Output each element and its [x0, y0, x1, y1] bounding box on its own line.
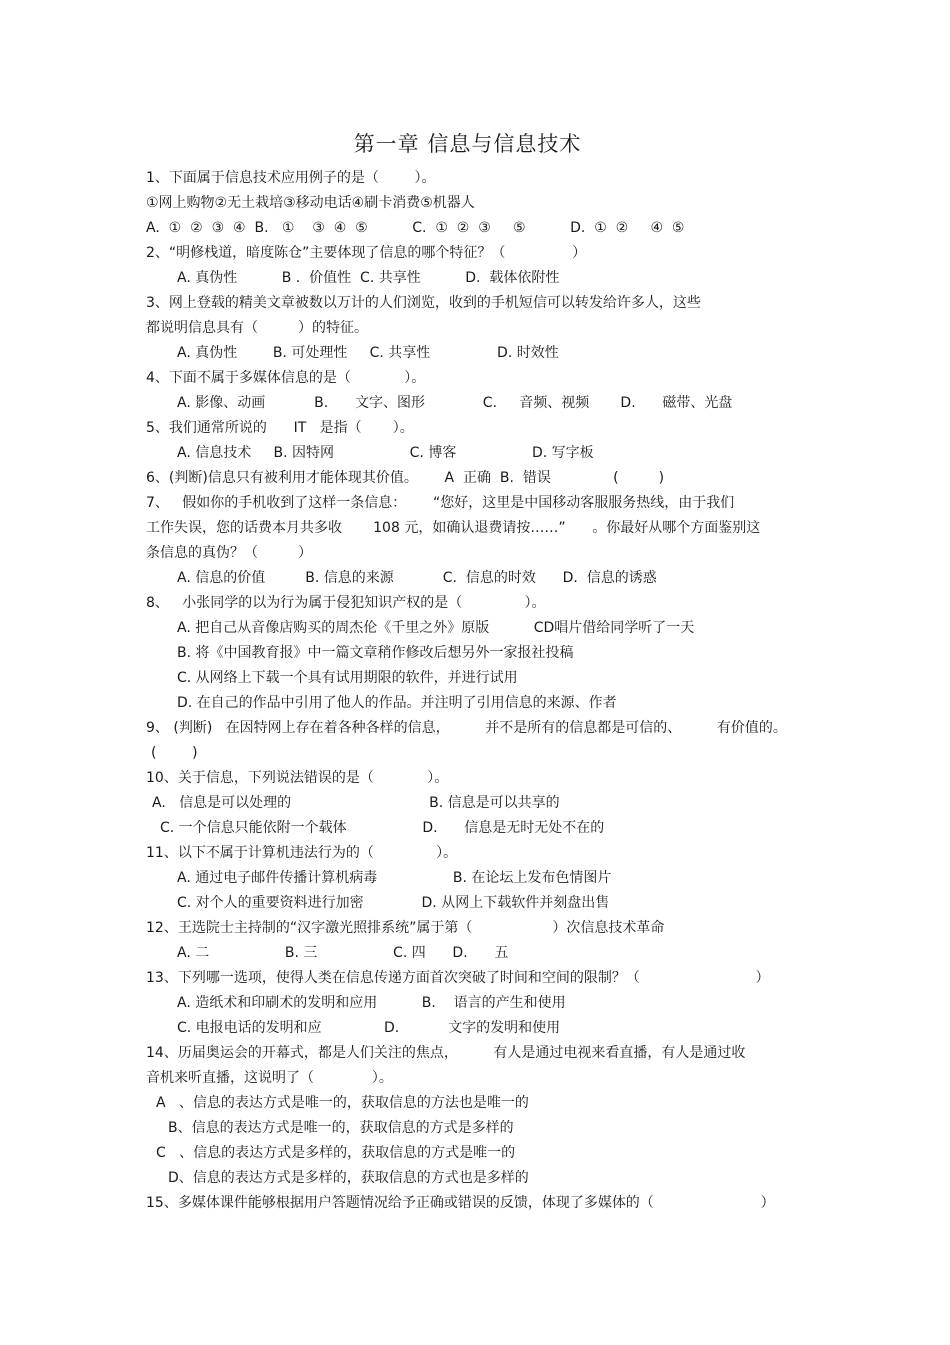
q10-options-cd: C. 一个信息只能依附一个载体 D. 信息是无时无处不在的 [160, 820, 605, 836]
q11-options-ab: A. 通过电子邮件传播计算机病毒 B. 在论坛上发布色情图片 [177, 870, 612, 886]
q8-option-b: B. 将《中国教育报》中一篇文章稍作修改后想另外一家报社投稿 [177, 645, 574, 661]
q11-options-cd: C. 对个人的重要资料进行加密 D. 从网上下载软件并刻盘出售 [177, 895, 610, 911]
q12-options: A. 二 B. 三 C. 四 D. 五 [177, 945, 509, 961]
q4-stem: 4、下面不属于多媒体信息的是（ ）。 [146, 370, 426, 386]
q7-stem-line1: 7、 假如你的手机收到了这样一条信息： “您好，这里是中国移动客服服务热线，由于我们 [146, 495, 735, 511]
q7-stem-line3: 条信息的真伪？（ ） [146, 545, 313, 561]
q8-option-c: C. 从网络上下载一个具有试用期限的软件，并进行试用 [177, 670, 518, 686]
q7-stem-line2: 工作失误，您的话费本月共多收 108 元，如确认退费请按……” 。你最好从哪个方面鉴别这 [146, 520, 761, 536]
q1-stem: 1、下面属于信息技术应用例子的是（ ）。 [146, 170, 436, 186]
q9-answer-blank: ( ) [151, 745, 198, 761]
q14-option-b: B、信息的表达方式是唯一的，获取信息的方式是多样的 [168, 1120, 514, 1136]
q8-option-d: D. 在自己的作品中引用了他人的作品。并注明了引用信息的来源、作者 [177, 695, 617, 711]
q8-stem: 8、 小张同学的以为行为属于侵犯知识产权的是（ ）。 [146, 595, 546, 611]
q3-options: A. 真伪性 B. 可处理性 C. 共享性 D. 时效性 [177, 345, 559, 361]
q13-stem: 13、下列哪一选项，使得人类在信息传递方面首次突破了时间和空间的限制？（ ） [146, 970, 770, 986]
q15-stem: 15、多媒体课件能够根据用户答题情况给予正确或错误的反馈，体现了多媒体的（ ） [146, 1195, 775, 1211]
q13-options-cd: C. 电报电话的发明和应 D. 文字的发明和使用 [177, 1020, 561, 1036]
q3-stem-line1: 3、网上登载的精美文章被数以万计的人们浏览，收到的手机短信可以转发给许多人，这些 [146, 295, 701, 311]
q14-option-c: C 、信息的表达方式是多样的，获取信息的方式是唯一的 [156, 1145, 516, 1161]
q4-options: A. 影像、动画 B. 文字、图形 C. 音频、视频 D. 磁带、光盘 [177, 395, 733, 411]
q1-items: ①网上购物②无土栽培③移动电话④刷卡消费⑤机器人 [146, 195, 475, 211]
q13-options-ab: A. 造纸术和印刷术的发明和应用 B. 语言的产生和使用 [177, 995, 566, 1011]
q7-options: A. 信息的价值 B. 信息的来源 C. 信息的时效 D. 信息的诱惑 [177, 570, 657, 586]
q9-stem: 9、 (判断) 在因特网上存在着各种各样的信息， 并不是所有的信息都是可信的、 有价值的。 [146, 720, 787, 736]
q12-stem: 12、王选院士主持制的“汉字激光照排系统”属于第（ ）次信息技术革命 [146, 920, 665, 936]
q2-options: A. 真伪性 B . 价值性 C. 共享性 D. 载体依附性 [177, 270, 560, 286]
q14-stem-line2: 音机来听直播，这说明了（ ）。 [146, 1070, 393, 1086]
q3-stem-line2: 都说明信息具有（ ）的特征。 [146, 320, 369, 336]
q5-options: A. 信息技术 B. 因特网 C. 博客 D. 写字板 [177, 445, 594, 461]
q8-option-a: A. 把自己从音像店购买的周杰伦《千里之外》原版 CD唱片借给同学听了一天 [177, 620, 695, 636]
page-title: 第一章 信息与信息技术 [353, 132, 582, 156]
q1-options: A. ① ② ③ ④ B. ① ③ ④ ⑤ C. ① ② ③ ⑤ D. ① ② ④ ⑤ [146, 220, 685, 236]
q14-option-d: D、信息的表达方式是多样的，获取信息的方式也是多样的 [168, 1170, 529, 1186]
q10-stem: 10、关于信息，下列说法错误的是（ ）。 [146, 770, 449, 786]
q11-stem: 11、以下不属于计算机违法行为的（ ）。 [146, 845, 458, 861]
q14-option-a: A 、信息的表达方式是唯一的，获取信息的方法也是唯一的 [156, 1095, 529, 1111]
q6-stem: 6、(判断)信息只有被利用才能体现其价值。 A 正确 B. 错误 ( ) [146, 470, 665, 486]
q2-stem: 2、“明修栈道，暗度陈仓”主要体现了信息的哪个特征？（ ） [146, 245, 587, 261]
q14-stem-line1: 14、历届奥运会的开幕式，都是人们关注的焦点， 有人是通过电视来看直播，有人是通过收 [146, 1045, 746, 1061]
q10-options-ab: A. 信息是可以处理的 B. 信息是可以共享的 [152, 795, 560, 811]
q5-stem: 5、我们通常所说的 IT 是指（ ）。 [146, 420, 414, 436]
